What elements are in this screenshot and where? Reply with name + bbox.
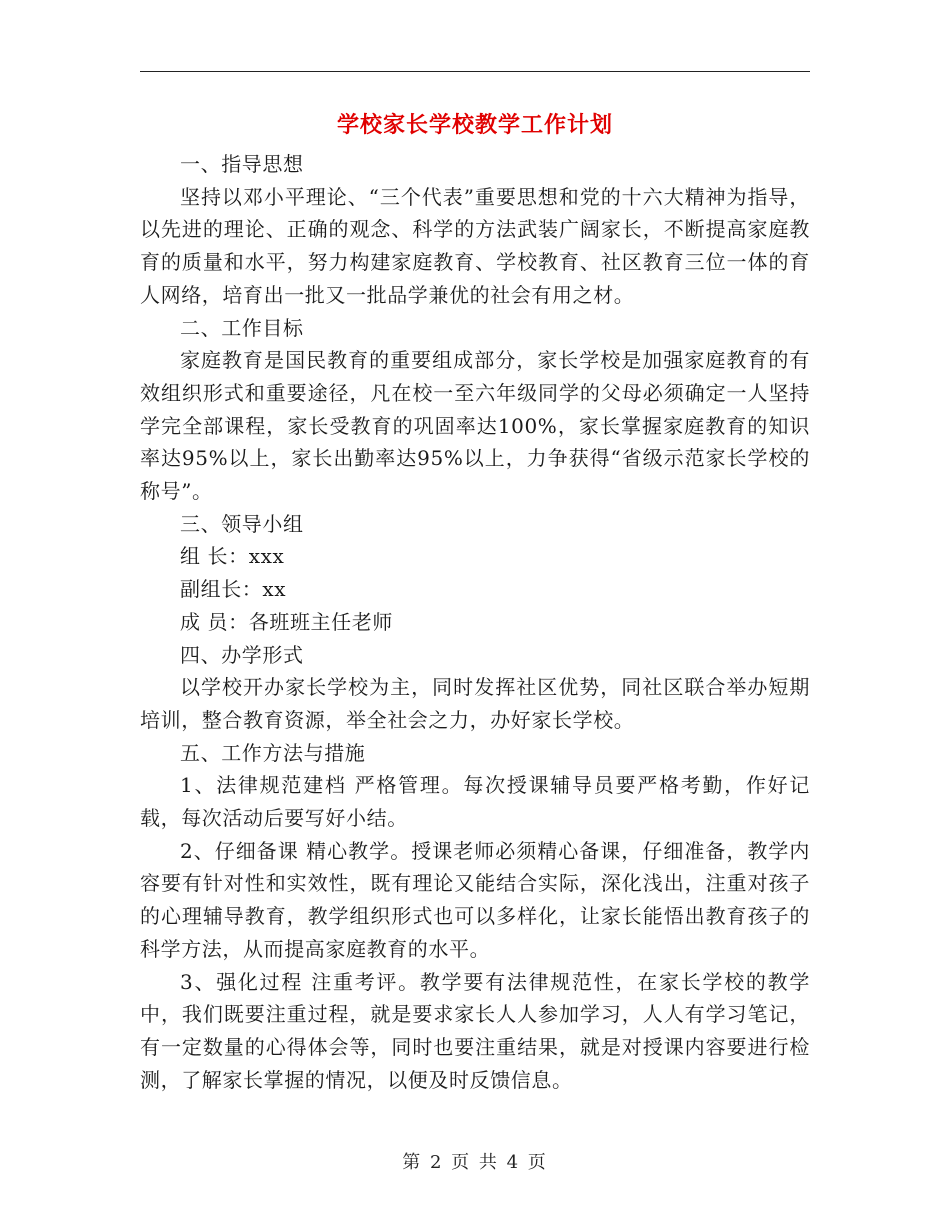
paragraph-measure-3: 3、强化过程 注重考评。教学要有法律规范性，在家长学校的教学中，我们既要注重过程，就是要求家长人人参加学习，人人有学习笔记，有一定数量的心得体会等，同时也要注重结果，就是对授课内容要进行检测，了解家长掌握的情况，以便及时反馈信息。: [140, 969, 810, 1092]
paragraph-measure-2: 2、仔细备课 精心教学。授课老师必须精心备课，仔细准备，教学内容要有针对性和实效性，既有理论又能结合实际，深化浅出，注重对孩子的心理辅导教育，教学组织形式也可以多样化，让家长能悟出教育孩子的科学方法，从而提高家庭教育的水平。: [140, 838, 810, 961]
heading-work-goals: 二、工作目标: [180, 315, 304, 340]
paragraph-work-goals: 家庭教育是国民教育的重要组成部分，家长学校是加强家庭教育的有效组织形式和重要途径，凡在校一至六年级同学的父母必须确定一人坚持学完全部课程，家长受教育的巩固率达100%，家长掌握家庭教育的知识率达95%以上，家长出勤率达95%以上，力争获得“省级示范家长学校的称号”。: [140, 348, 810, 504]
heading-school-form: 四、办学形式: [180, 642, 304, 667]
paragraph-school-form: 以学校开办家长学校为主，同时发挥社区优势，同社区联合举办短期培训，整合教育资源，举全社会之力，办好家长学校。: [140, 675, 810, 732]
deputy-leader-line: 副组长：xx: [180, 577, 287, 602]
heading-methods-measures: 五、工作方法与措施: [180, 740, 366, 765]
heading-guiding-ideology: 一、指导思想: [180, 152, 304, 176]
header-rule: [140, 71, 810, 72]
document-body: [140, 148, 810, 1096]
leader-line: 组 长：xxx: [180, 544, 285, 569]
document-title: 学校家长学校教学工作计划: [336, 112, 613, 138]
members-line: 成 员：各班班主任老师: [180, 609, 393, 634]
paragraph-measure-1: 1、法律规范建档 严格管理。每次授课辅导员要严格考勤，作好记载，每次活动后要写好小结。: [140, 773, 810, 831]
page-footer: 第 2 页 共 4 页: [402, 1152, 548, 1173]
heading-leadership-group: 三、领导小组: [180, 511, 304, 536]
paragraph-guiding-ideology: 坚持以邓小平理论、“三个代表”重要思想和党的十六大精神为指导，以先进的理论、正确的观念、科学的方法武装广阔家长，不断提高家庭教育的质量和水平，努力构建家庭教育、学校教育、社区教育三位一体的育人网络，培育出一批又一批品学兼优的社会有用之材。: [140, 184, 810, 307]
